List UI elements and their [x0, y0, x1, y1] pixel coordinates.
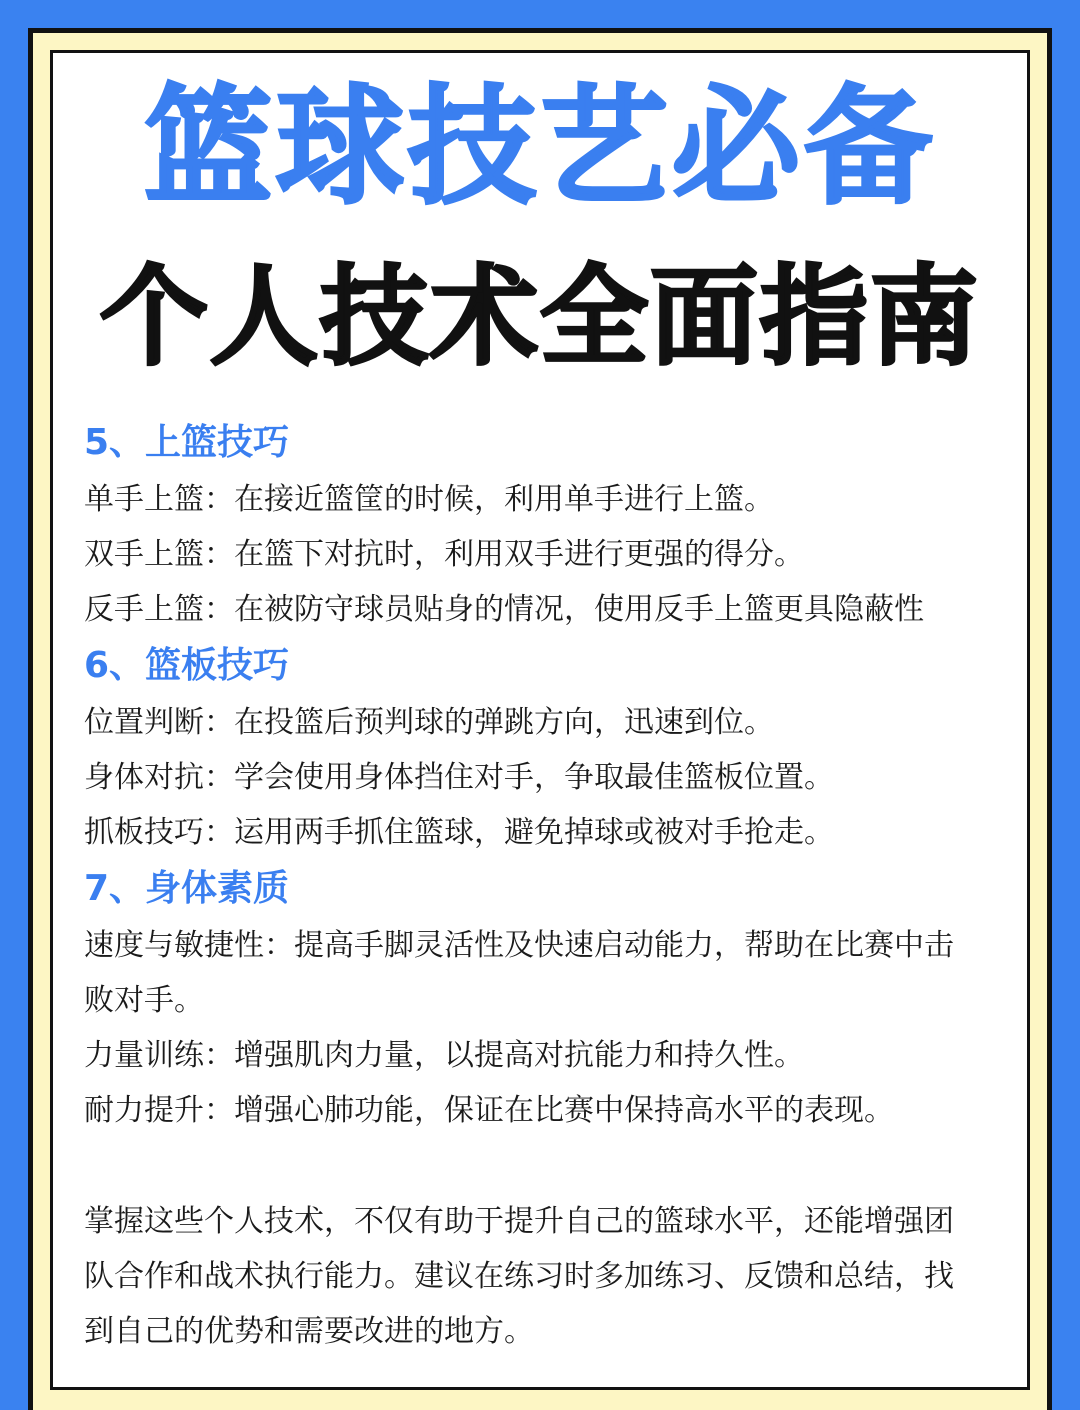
- section-heading: 5、上篮技巧: [84, 422, 290, 463]
- section-rebound: [84, 637, 1004, 860]
- section-layup: [84, 414, 1004, 637]
- summary-line: 队合作和战术执行能力。建议在练习时多加练习、反馈和总结，找: [84, 1259, 954, 1294]
- section-line: 耐力提升：增强心肺功能，保证在比赛中保持高水平的表现。: [84, 1093, 894, 1128]
- section-line: 败对手。: [84, 983, 204, 1018]
- summary-line: 到自己的优势和需要改进的地方。: [84, 1314, 534, 1349]
- section-line: 双手上篮：在篮下对抗时，利用双手进行更强的得分。: [84, 537, 804, 572]
- section-line: 身体对抗：学会使用身体挡住对手，争取最佳篮板位置。: [84, 760, 834, 795]
- section-line: 反手上篮：在被防守球员贴身的情况，使用反手上篮更具隐蔽性: [84, 592, 924, 627]
- section-line: 位置判断：在投篮后预判球的弹跳方向，迅速到位。: [84, 705, 774, 740]
- spacer: [84, 1138, 1004, 1194]
- section-line: 单手上篮：在接近篮筐的时候，利用单手进行上篮。: [84, 482, 774, 517]
- summary: [84, 1194, 1004, 1359]
- section-fitness: [84, 860, 1004, 1138]
- content-body: [84, 414, 1004, 1359]
- section-heading: 6、篮板技巧: [84, 645, 290, 686]
- section-line: 力量训练：增强肌肉力量，以提高对抗能力和持久性。: [84, 1038, 804, 1073]
- section-heading: 7、身体素质: [84, 868, 290, 909]
- page-title: 篮球技艺必备: [143, 73, 936, 222]
- summary-line: 掌握这些个人技术，不仅有助于提升自己的篮球水平，还能增强团: [84, 1204, 954, 1239]
- page-subtitle: 个人技术全面指南: [99, 255, 980, 380]
- section-line: 抓板技巧：运用两手抓住篮球，避免掉球或被对手抢走。: [84, 815, 834, 850]
- section-line: 速度与敏捷性：提高手脚灵活性及快速启动能力，帮助在比赛中击: [84, 928, 954, 963]
